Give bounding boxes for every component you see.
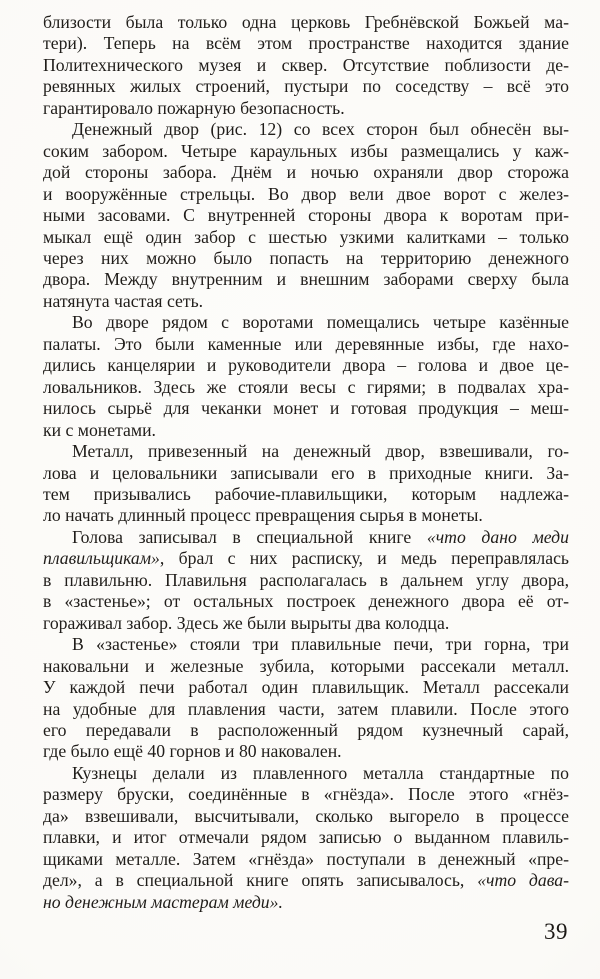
text-line <box>43 119 569 140</box>
text-line <box>43 291 569 312</box>
text-line <box>43 334 569 355</box>
text-run: где было ещё 40 горнов и 80 наковален. <box>43 741 342 762</box>
italic-text-run: плавильщикам» <box>43 548 160 569</box>
text-line <box>43 784 569 805</box>
paragraph <box>43 441 569 527</box>
text-run: ловальников. Здесь же стояли весы с гирями; в подвалах хра- <box>43 376 569 397</box>
text-run: лова и целовальники записывали его в приходные книги. За- <box>43 462 569 483</box>
text-run: в «застенье»; от остальных построек денежного двора её от- <box>43 591 569 612</box>
text-run: Политехнического музея и сквер. Отсутствие поблизости де- <box>43 54 569 75</box>
text-line <box>43 570 569 591</box>
text-line <box>43 527 569 548</box>
text-line <box>43 55 569 76</box>
text-line <box>43 656 569 677</box>
text-line <box>43 806 569 827</box>
text-line <box>43 741 569 762</box>
text-line <box>43 205 569 226</box>
text-run: тем призывались рабочие-плавильщики, которым надлежа- <box>43 483 569 504</box>
text-line <box>43 505 569 526</box>
text-line <box>43 162 569 183</box>
paragraph <box>43 763 569 913</box>
text-run: гарантировало пожарную безопасность. <box>43 97 345 118</box>
text-run: и вооружённые стрельцы. Во двор вели двое ворот с желез- <box>43 183 569 204</box>
text-line <box>43 227 569 248</box>
text-line <box>43 420 569 441</box>
text-run: Во дворе рядом с воротами помещались четыре казённые <box>72 312 569 333</box>
text-run: ло начать длинный процесс превращения сырья в монеты. <box>43 505 483 526</box>
page-number: 39 <box>544 919 568 944</box>
text-run: тери). Теперь на всём этом пространстве находится здание <box>43 33 569 54</box>
text-run: ки с монетами. <box>43 419 156 440</box>
text-line <box>43 33 569 54</box>
text-run: близости была только одна церковь Гребнёвской Божьей ма- <box>43 12 569 32</box>
text-run: Кузнецы делали из плавленного металла стандартные по <box>72 762 569 783</box>
text-run: через них можно было попасть на территорию денежного <box>43 247 569 268</box>
text-line <box>43 763 569 784</box>
text-line <box>43 720 569 741</box>
text-line <box>43 484 569 505</box>
paragraph <box>43 312 569 441</box>
paragraph <box>43 119 569 312</box>
text-run: Голова записывал в специальной книге <box>72 526 427 547</box>
text-line <box>43 463 569 484</box>
text-line <box>43 184 569 205</box>
text-run: Денежный двор (рис. 12) со всех сторон был обнесён вы- <box>72 119 569 140</box>
paragraph <box>43 12 569 119</box>
text-line <box>43 849 569 870</box>
text-run: его передавали в расположенный рядом кузнечный сарай, <box>43 719 569 740</box>
text-line <box>43 76 569 97</box>
text-run: В «застенье» стояли три плавильные печи, три горна, три <box>72 634 569 655</box>
text-run: размеру бруски, соединённые в «гнёзда». После этого «гнёз- <box>43 784 569 805</box>
text-run: гораживал забор. Здесь же были вырыты два колодца. <box>43 612 450 633</box>
text-run: , брал с них расписку, и медь переправлялась <box>159 548 569 569</box>
text-block <box>43 12 569 913</box>
text-line <box>43 699 569 720</box>
text-line <box>43 248 569 269</box>
text-line <box>43 870 569 891</box>
text-line <box>43 355 569 376</box>
text-run: да» взвешивали, высчитывали, сколько выгорело в процессе <box>43 805 569 826</box>
text-run: в плавильню. Плавильня располагалась в дальнем углу двора, <box>43 569 569 590</box>
text-run: нилось сырьё для чеканки монет и готовая продукция – меш- <box>43 398 569 419</box>
text-line <box>43 312 569 333</box>
text-run: мыкал ещё один забор с шестью узкими калитками – только <box>43 226 569 247</box>
text-run: двора. Между внутренним и внешним заборами сверху была <box>43 269 569 290</box>
text-line <box>43 98 569 119</box>
text-run: плавки, и итог отмечали рядом записью о выданном плавиль- <box>43 827 569 848</box>
text-run: на удобные для плавления части, затем плавили. После этого <box>43 698 569 719</box>
text-run: У каждой печи работал один плавильщик. Металл рассекали <box>43 677 569 698</box>
text-line <box>43 398 569 419</box>
text-run: соким забором. Четыре караульных избы размещались у каж- <box>43 140 569 161</box>
text-line <box>43 827 569 848</box>
paragraph <box>43 527 569 634</box>
text-line <box>43 613 569 634</box>
text-run: ревянных жилых строений, пустыри по соседству – всё это <box>43 76 569 97</box>
italic-text-run: но денежным мастерам меди». <box>43 891 283 912</box>
paragraph <box>43 634 569 763</box>
text-line <box>43 634 569 655</box>
text-line <box>43 441 569 462</box>
text-run: палаты. Это были каменные или деревянные избы, где нахо- <box>43 333 569 354</box>
text-line <box>43 141 569 162</box>
text-run: дел», а в специальной книге опять записывалось, <box>43 870 478 891</box>
text-line <box>43 548 569 569</box>
text-run: наковальни и железные зубила, которыми рассекали металл. <box>43 655 569 676</box>
text-line <box>43 12 569 33</box>
text-line <box>43 677 569 698</box>
italic-text-run: «что дано меди <box>426 526 569 547</box>
text-run: натянута частая сеть. <box>43 290 204 311</box>
text-run: Металл, привезенный на денежный двор, взвешивали, го- <box>72 441 569 462</box>
text-run: дились канцелярии и руководители двора – голова и двое це- <box>43 355 569 376</box>
text-line <box>43 269 569 290</box>
text-line <box>43 591 569 612</box>
text-run: ными засовами. С внутренней стороны двора к воротам при- <box>43 205 569 226</box>
text-run: щиками металле. Затем «гнёзда» поступали в денежный «пре- <box>43 848 569 869</box>
italic-text-run: «что дава- <box>477 870 569 891</box>
text-line <box>43 892 569 913</box>
text-line <box>43 377 569 398</box>
text-run: дой стороны забора. Днём и ночью охраняли двор сторожа <box>43 162 569 183</box>
